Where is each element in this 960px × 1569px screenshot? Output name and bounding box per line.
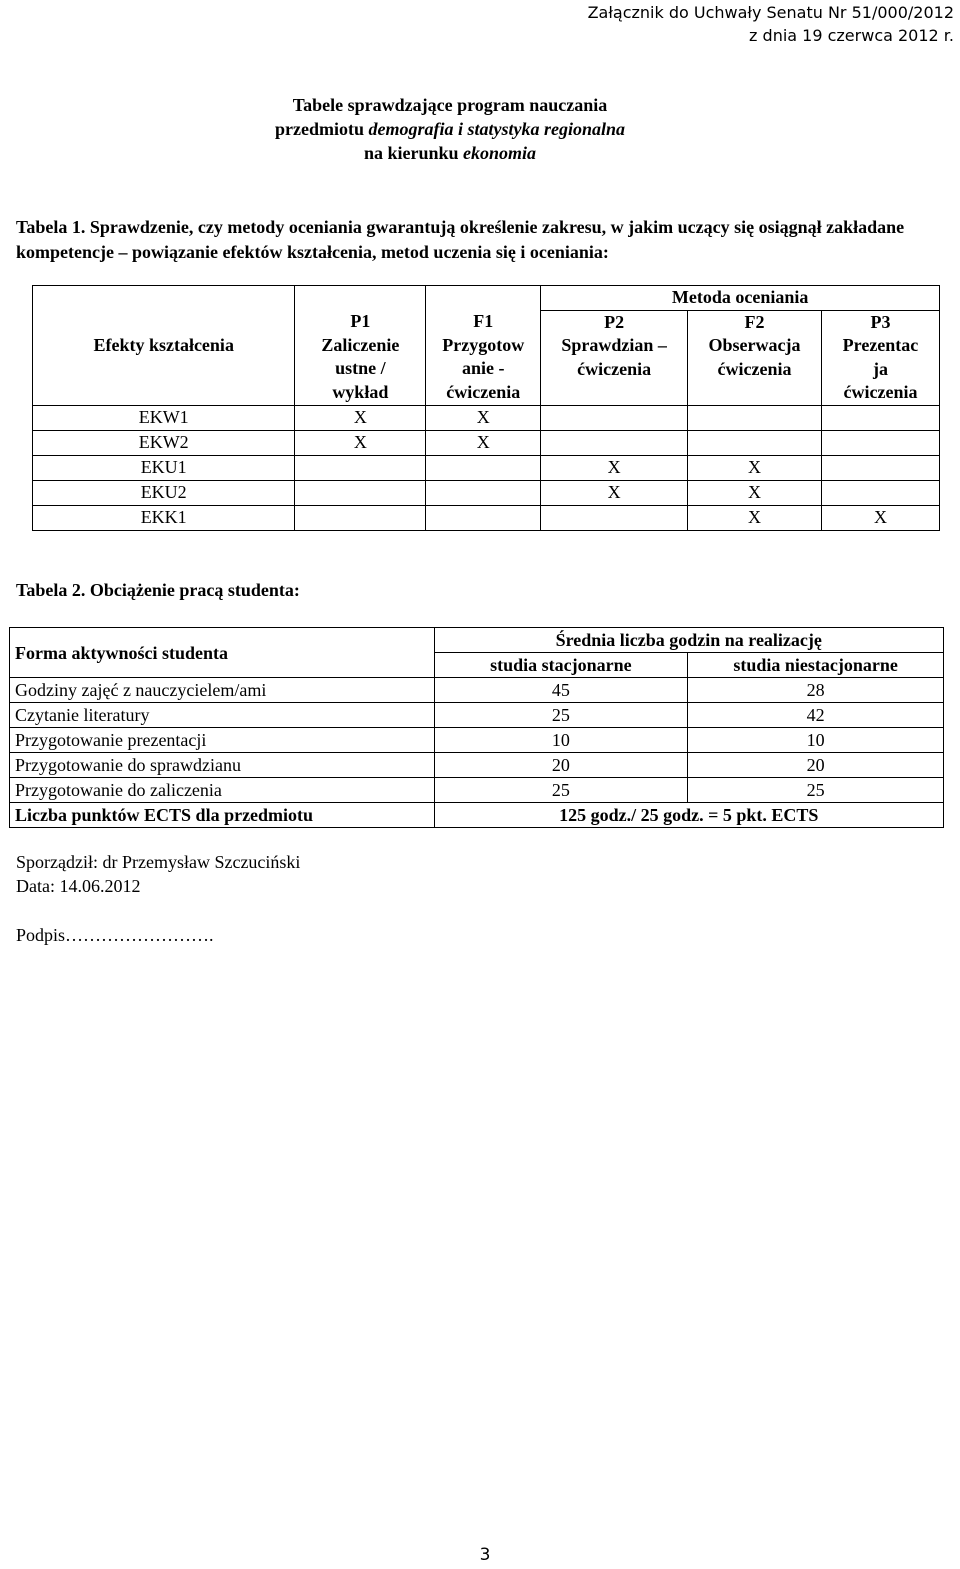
document-title: [0, 93, 900, 165]
effect-label: EKK1: [33, 505, 295, 530]
mark-cell: X: [426, 405, 541, 430]
attachment-header-line2: z dnia 19 czerwca 2012 r.: [749, 26, 954, 45]
mark-cell: [295, 455, 426, 480]
assessment-methods-table: [32, 285, 940, 531]
effect-label: EKU1: [33, 455, 295, 480]
table-row: [10, 728, 944, 753]
table-row: [33, 505, 940, 530]
hours-full-time: 45: [434, 678, 688, 703]
ects-total-label: Liczba punktów ECTS dla przedmiotu: [10, 803, 435, 828]
hours-part-time: 42: [688, 703, 944, 728]
table2-caption: Tabela 2. Obciążenie pracą studenta:: [16, 580, 300, 600]
col-full-time-header: studia stacjonarne: [434, 653, 688, 678]
hours-part-time: 25: [688, 778, 944, 803]
title-line3: [0, 141, 900, 165]
mark-cell: [426, 505, 541, 530]
title-line2-prefix: przedmiotu: [275, 119, 369, 139]
prepared-by: Sporządził: dr Przemysław Szczuciński: [16, 852, 301, 872]
workload-table: [9, 627, 944, 828]
mark-cell: [541, 505, 688, 530]
col-f2-header: F2 Obserwacja ćwiczenia: [688, 310, 822, 405]
effect-label: EKW1: [33, 405, 295, 430]
hours-full-time: 25: [434, 778, 688, 803]
hours-part-time: 10: [688, 728, 944, 753]
ects-total-row: [10, 803, 944, 828]
mark-cell: [688, 430, 822, 455]
mark-cell: X: [688, 455, 822, 480]
title-line2: [0, 117, 900, 141]
table-row: [10, 778, 944, 803]
effect-label: EKU2: [33, 480, 295, 505]
effects-header: Efekty kształcenia: [33, 286, 295, 406]
activity-label: Czytanie literatury: [10, 703, 435, 728]
attachment-header-line1: Załącznik do Uchwały Senatu Nr 51/000/2012: [587, 3, 954, 22]
subject-name: demografia i statystyka regionalna: [368, 119, 625, 139]
hours-part-time: 28: [688, 678, 944, 703]
table1-caption: Tabela 1. Sprawdzenie, czy metody oceniania gwarantują określenie zakresu, w jakim uczący się osiągnął zakładane kompetencje – powiązanie efektów kształcenia, metod uczenia się i oceniania:: [16, 217, 905, 262]
col-p3-header: P3 Prezentac ja ćwiczenia: [821, 310, 939, 405]
mark-cell: [541, 405, 688, 430]
table-row: [33, 480, 940, 505]
effect-label: EKW2: [33, 430, 295, 455]
hours-part-time: 20: [688, 753, 944, 778]
mark-cell: [821, 405, 939, 430]
mark-cell: X: [295, 405, 426, 430]
mark-cell: X: [688, 480, 822, 505]
mark-cell: X: [688, 505, 822, 530]
col-part-time-header: studia niestacjonarne: [688, 653, 944, 678]
mark-cell: [295, 480, 426, 505]
mark-cell: X: [426, 430, 541, 455]
mark-cell: X: [541, 455, 688, 480]
mark-cell: [541, 430, 688, 455]
hours-full-time: 20: [434, 753, 688, 778]
mark-cell: [426, 480, 541, 505]
table-row: [10, 703, 944, 728]
table-row: [33, 430, 940, 455]
table-row: [33, 405, 940, 430]
activity-label: Przygotowanie do sprawdzianu: [10, 753, 435, 778]
mark-cell: X: [541, 480, 688, 505]
activity-header: Forma aktywności studenta: [10, 628, 435, 678]
hours-full-time: 10: [434, 728, 688, 753]
table-row: [10, 753, 944, 778]
hours-full-time: 25: [434, 703, 688, 728]
mark-cell: [426, 455, 541, 480]
page-number: 3: [479, 1545, 491, 1565]
col-p2-header: P2 Sprawdzian – ćwiczenia: [541, 310, 688, 405]
mark-cell: [295, 505, 426, 530]
attachment-header: [588, 1, 954, 47]
title-line1: Tabele sprawdzające program nauczania: [292, 95, 608, 115]
title-line3-prefix: na kierunku: [363, 143, 464, 163]
ects-total-value: 125 godz./ 25 godz. = 5 pkt. ECTS: [434, 803, 944, 828]
mark-cell: [821, 430, 939, 455]
field-name: ekonomia: [463, 143, 537, 163]
activity-label: Godziny zajęć z nauczycielem/ami: [10, 678, 435, 703]
signature-line: Podpis…………………….: [16, 925, 214, 945]
method-header: Metoda oceniania: [541, 286, 940, 311]
activity-label: Przygotowanie prezentacji: [10, 728, 435, 753]
table-row: [33, 455, 940, 480]
mark-cell: X: [295, 430, 426, 455]
mark-cell: [821, 480, 939, 505]
activity-label: Przygotowanie do zaliczenia: [10, 778, 435, 803]
col-f1-header: F1 Przygotow anie - ćwiczenia: [426, 310, 541, 405]
hours-header: Średnia liczba godzin na realizację: [434, 628, 944, 653]
table-row: [10, 678, 944, 703]
col-p1-header: P1 Zaliczenie ustne / wykład: [295, 310, 426, 405]
mark-cell: [821, 455, 939, 480]
prepared-date: Data: 14.06.2012: [16, 876, 141, 896]
mark-cell: [688, 405, 822, 430]
mark-cell: X: [821, 505, 939, 530]
